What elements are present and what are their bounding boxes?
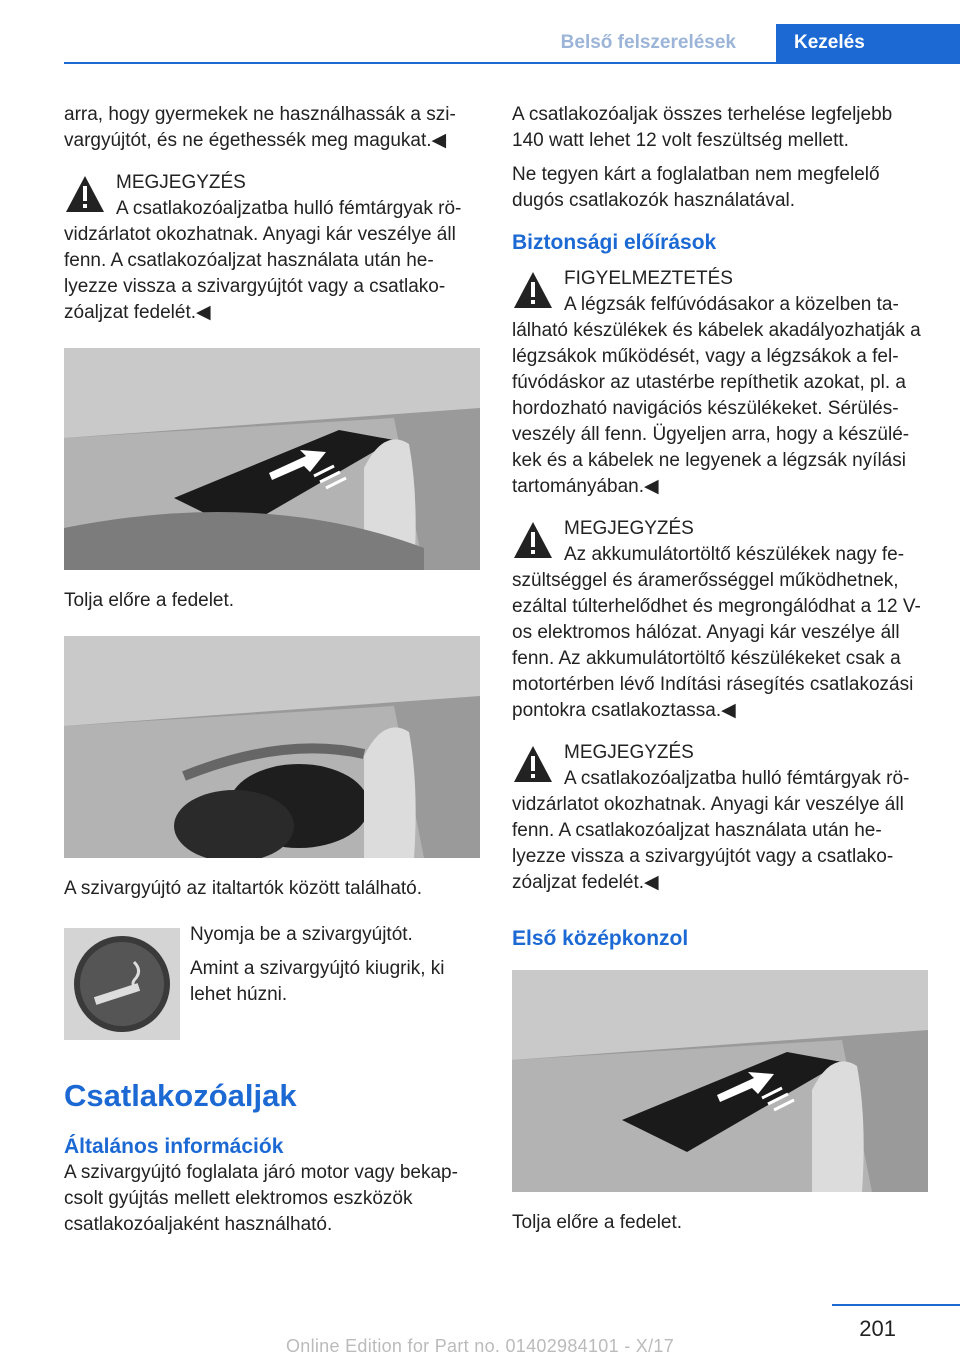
warning-triangle-icon [512, 520, 554, 560]
chapter-tab[interactable]: Kezelés [776, 24, 960, 62]
general-info-text: A szivargyújtó foglalata járó motor vagy bekapcsolt gyújtás mellett elektromos eszközök csatlakozóaljaként használható. [64, 1162, 458, 1235]
subsection-heading: Első középkonzol [512, 927, 689, 950]
intro-text: arra, hogy gyermekek ne használhassák a szivargyújtót, és ne égethessék meg magukat.◀ [64, 104, 456, 151]
photo-caption: Tolja előre a fedelet. [64, 590, 235, 611]
left-column [64, 102, 480, 1246]
damage-text: Ne tegyen kárt a foglalatban nem megfelelő dugós csatlakozók használatával. [512, 164, 880, 211]
warning-triangle-icon [512, 270, 554, 310]
warning-text: A légzsák felfúvódásakor a közelben található készülékek és kábelek akadályozhatják a légzsákok működését, vagy a légzsákok a felfúvódáskor az utastérbe repíthetik azokat, pl. a hordozható navigációs készülékeket. Sérülésveszély áll fenn. Ügyeljen arra, hogy a készülékek és a kábelek ne legyenek a légzsák nyílási tartományában.◀ [512, 294, 921, 497]
note-text: Az akkumulátortöltő készülékek nagy feszültséggel és áramerősséggel működhetnek, ezáltal túlterhelődhet és megrongálódhat a 12 V-os elektromos hálózat. Anyagi kár veszélye áll fenn. Az akkumulátortöltő készülékeket csak a motortérben lévő Indítási rásegítés csatlakozási pontokra csatlakoztassa.◀ [512, 544, 921, 721]
page-number: 201 [859, 1316, 896, 1341]
section-label[interactable]: Belső felszerelések [560, 32, 736, 53]
load-text: A csatlakozóaljak összes terhelése legfeljebb 140 watt lehet 12 volt feszültség mellett. [512, 104, 893, 151]
footer-edition: Online Edition for Part no. 01402984101 - X/17 [285, 1336, 675, 1356]
warning-triangle-icon [512, 744, 554, 784]
lighter-step-1: Nyomja be a szivargyújtót. [190, 924, 413, 945]
subsection-heading: Biztonsági előírások [512, 231, 717, 254]
lighter-step-2: Amint a szivargyújtó kiugrik, ki lehet húzni. [190, 958, 445, 1005]
right-column [512, 102, 928, 1256]
warning-block [512, 266, 928, 500]
console-photo-cupholders [64, 636, 480, 858]
photo-caption: A szivargyújtó az italtartók között található. [64, 878, 423, 899]
note-title: MEGJEGYZÉS [564, 518, 694, 539]
page-number-rule [832, 1304, 960, 1306]
header-rule [64, 62, 960, 64]
subsection-heading: Általános információk [64, 1135, 284, 1158]
console-photo-cover [64, 348, 480, 570]
note-text: A csatlakozóaljzatba hulló fémtárgyak rövidzárlatot okozhatnak. Anyagi kár veszélye áll fenn. A csatlakozóaljzat használata után helyezze vissza a szivargyújtót vagy a csatlakozóaljzat fedelét.◀ [512, 768, 910, 893]
note-block [64, 170, 480, 326]
lighter-instructions [64, 922, 480, 1040]
page-header [64, 24, 960, 64]
section-heading: Csatlakozóaljak [64, 1078, 297, 1113]
note-title: MEGJEGYZÉS [116, 172, 246, 193]
note-block [512, 740, 928, 896]
note-text: A csatlakozóaljzatba hulló fémtárgyak rövidzárlatot okozhatnak. Anyagi kár veszélye áll fenn. A csatlakozóaljzat használata után helyezze vissza a szivargyújtót vagy a csatlakozóaljzat fedelét.◀ [64, 198, 462, 323]
cigarette-lighter-photo [64, 928, 180, 1040]
warning-title: FIGYELMEZTETÉS [564, 268, 733, 289]
cigarette-lighter-icon [64, 928, 180, 1040]
warning-triangle-icon [64, 174, 106, 214]
photo-caption: Tolja előre a fedelet. [512, 1212, 683, 1233]
note-block [512, 516, 928, 724]
front-console-photo [512, 970, 928, 1192]
note-title: MEGJEGYZÉS [564, 742, 694, 763]
